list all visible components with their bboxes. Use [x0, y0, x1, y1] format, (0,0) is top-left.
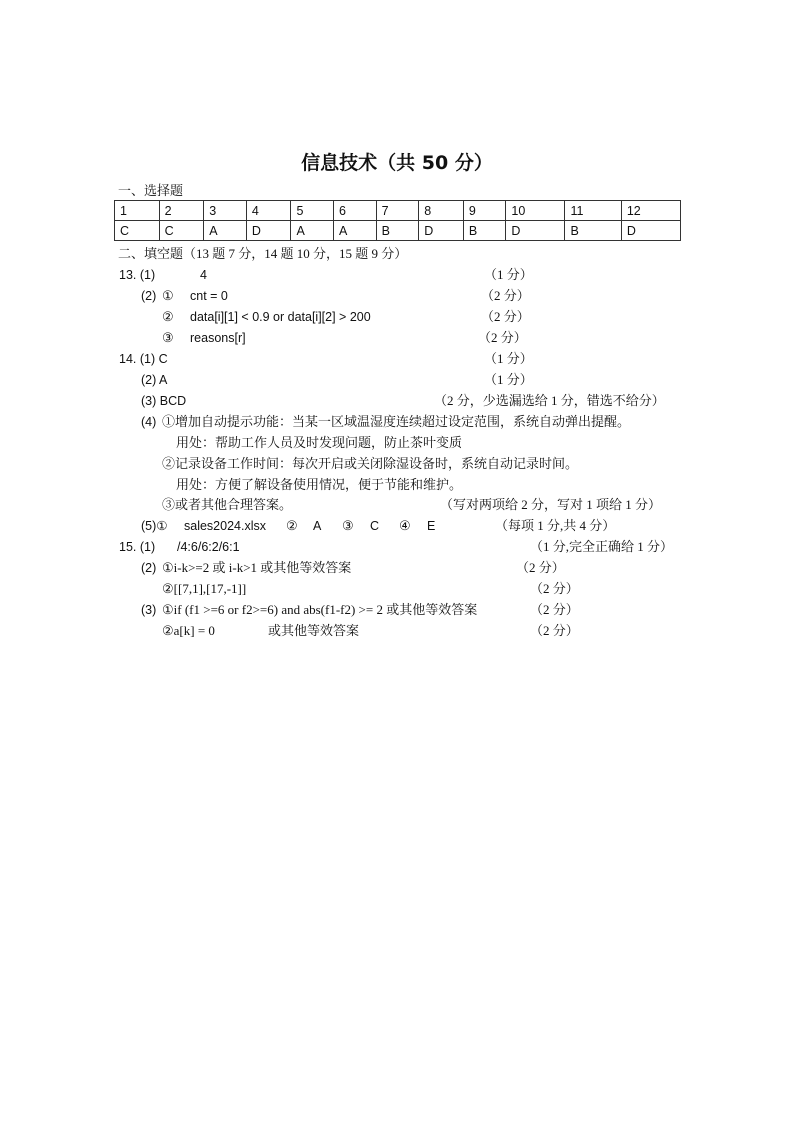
q15-3a-answer: ①if (f1 >=6 or f2>=6) and abs(f1-f2) >= 2 或其他等效答案: [162, 602, 478, 617]
q14-2-score: （1 分）: [484, 372, 533, 387]
question-number: 9: [463, 201, 506, 221]
q15-2b-score: （2 分）: [530, 581, 579, 596]
answer-table: [114, 200, 681, 241]
q14-4-line3: ②记录设备工作时间：每次开启或关闭除湿设备时，系统自动记录时间。: [162, 456, 579, 471]
q15-3b-note: 或其他等效答案: [268, 623, 360, 638]
q14-3-answer: (3) BCD: [141, 394, 187, 408]
q14-2-answer: (2) A: [141, 373, 168, 387]
q14-5-label: (5)①: [141, 519, 168, 533]
q14-4-label: (4): [141, 415, 157, 429]
q15-2a-answer: ①i-k>=2 或 i-k>1 或其他等效答案: [162, 560, 352, 575]
q15-1-answer: /4:6/6:2/6:1: [177, 540, 240, 554]
q13-2b-answer: data[i][1] < 0.9 or data[i][2] > 200: [190, 310, 371, 324]
q15-2a-score: （2 分）: [516, 560, 565, 575]
page-title: 信息技术（共 50 分）: [301, 152, 493, 174]
q13-2a-mark: ①: [162, 288, 174, 303]
q14-4-line5: ③或者其他合理答案。: [162, 497, 293, 512]
answer-cell: A: [291, 221, 334, 241]
q13-2a-score: （2 分）: [481, 288, 530, 303]
q13-2b-score: （2 分）: [481, 309, 530, 324]
answer-cell: B: [376, 221, 419, 241]
q13-2c-answer: reasons[r]: [190, 331, 246, 345]
answer-cell: D: [246, 221, 291, 241]
question-number: 11: [565, 201, 621, 221]
q14-5-answer3: C: [370, 519, 380, 533]
q14-4-line1: ①增加自动提示功能：当某一区域温湿度连续超过设定范围，系统自动弹出提醒。: [162, 414, 631, 429]
question-number: 2: [159, 201, 204, 221]
answer-cell: B: [463, 221, 506, 241]
question-number: 3: [204, 201, 247, 221]
answer-row: [115, 221, 681, 241]
q14-5-score: （每项 1 分,共 4 分）: [495, 518, 616, 533]
question-number: 10: [506, 201, 565, 221]
q14-4-score: （写对两项给 2 分，写对 1 项给 1 分）: [440, 497, 662, 512]
q13-2-label: (2): [141, 289, 157, 303]
question-number-row: [115, 201, 681, 221]
q14-4-line4: 用处：方便了解设备使用情况，便于节能和维护。: [176, 477, 463, 492]
answer-cell: B: [565, 221, 621, 241]
question-number: 12: [621, 201, 680, 221]
answer-cell: D: [419, 221, 464, 241]
answer-cell: A: [204, 221, 247, 241]
q14-5-answer4: E: [427, 519, 436, 533]
q14-5-mark4: ④: [399, 518, 411, 533]
q15-1-score: （1 分,完全正确给 1 分）: [530, 539, 674, 554]
q13-1-label: 13. (1): [119, 268, 156, 282]
q14-1-answer: 14. (1) C: [119, 352, 168, 366]
answer-cell: D: [506, 221, 565, 241]
q14-3-score: （2 分，少选漏选给 1 分，错选不给分）: [434, 393, 665, 408]
answer-cell: C: [159, 221, 204, 241]
q14-5-answer2: A: [313, 519, 322, 533]
answer-cell: D: [621, 221, 680, 241]
q15-2b-answer: ②[[7,1],[17,-1]]: [162, 581, 247, 596]
question-number: 6: [334, 201, 377, 221]
q13-2a-answer: cnt = 0: [190, 289, 228, 303]
q13-1-answer: 4: [200, 268, 207, 282]
q15-2-label: (2): [141, 561, 157, 575]
section-heading-choice: 一、选择题: [118, 183, 184, 198]
question-number: 8: [419, 201, 464, 221]
answer-cell: A: [334, 221, 377, 241]
q15-3b-answer: ②a[k] = 0: [162, 623, 215, 638]
q15-3b-score: （2 分）: [530, 623, 579, 638]
q15-1-label: 15. (1): [119, 540, 156, 554]
q14-1-score: （1 分）: [484, 351, 533, 366]
question-number: 7: [376, 201, 419, 221]
q15-3a-score: （2 分）: [530, 602, 579, 617]
q14-5-answer1: sales2024.xlsx: [184, 519, 266, 533]
q14-5-mark3: ③: [342, 518, 354, 533]
section-heading-fill: 二、填空题（13 题 7 分，14 题 10 分，15 题 9 分）: [118, 246, 408, 261]
question-number: 1: [115, 201, 160, 221]
question-number: 5: [291, 201, 334, 221]
question-number: 4: [246, 201, 291, 221]
q13-2c-mark: ③: [162, 330, 174, 345]
q13-2b-mark: ②: [162, 309, 174, 324]
q13-2c-score: （2 分）: [478, 330, 527, 345]
q14-4-line2: 用处：帮助工作人员及时发现问题，防止茶叶变质: [176, 435, 463, 450]
q14-5-mark2: ②: [286, 518, 298, 533]
q15-3-label: (3): [141, 603, 157, 617]
answer-cell: C: [115, 221, 160, 241]
q13-1-score: （1 分）: [484, 267, 533, 282]
